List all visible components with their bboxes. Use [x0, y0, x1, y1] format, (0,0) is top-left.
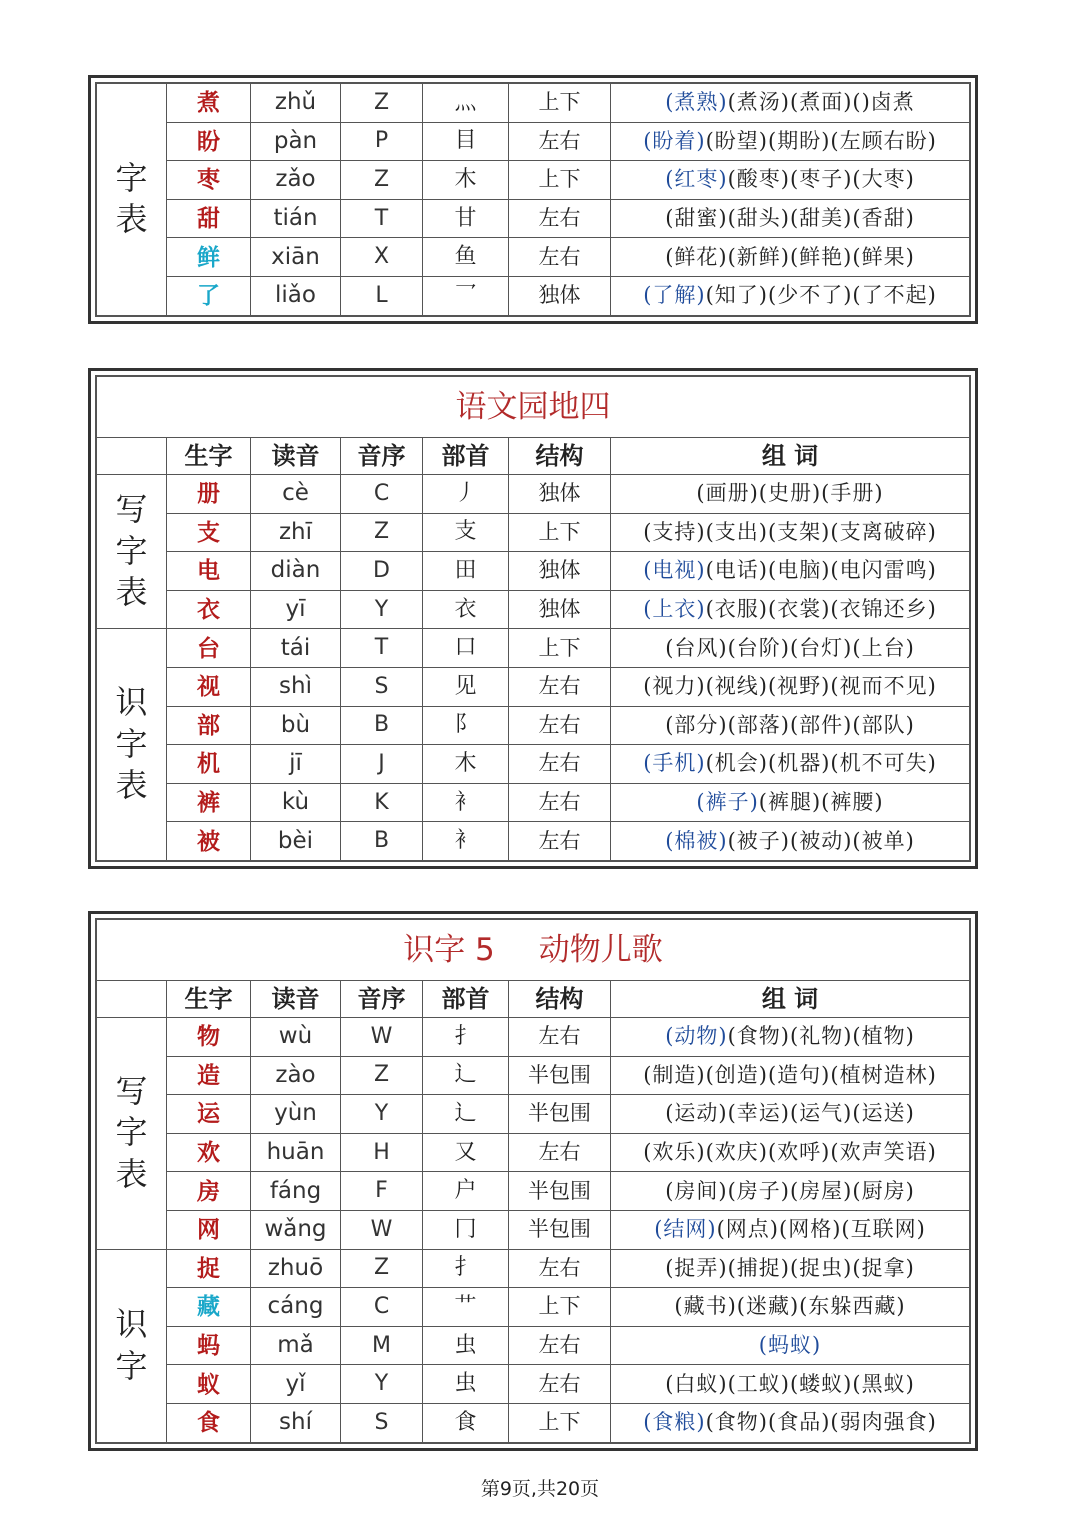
pinyin: pàn [251, 122, 341, 161]
section-label-char: 字 [115, 531, 148, 570]
word-rest: (食物)(礼物)(植物) [727, 1024, 915, 1049]
table-row [97, 745, 970, 784]
header-blank [97, 438, 167, 475]
structure: 左右 [509, 1133, 611, 1172]
word-list [611, 822, 970, 861]
word-highlight: (了解) [643, 283, 706, 308]
word-list [611, 513, 970, 552]
phonetic-order: Z [341, 161, 423, 200]
radical: 又 [423, 1133, 509, 1172]
word-list [611, 1288, 970, 1327]
word-highlight: (棉被) [665, 828, 728, 853]
radical: 阝 [423, 706, 509, 745]
new-character: 支 [167, 513, 251, 552]
new-character: 部 [167, 706, 251, 745]
radical: 衣 [423, 590, 509, 629]
radical: 乛 [423, 276, 509, 315]
pinyin: yī [251, 590, 341, 629]
radical: 艹 [423, 1288, 509, 1327]
table-row [97, 590, 970, 629]
word-list [611, 1018, 970, 1057]
new-character: 盼 [167, 122, 251, 161]
section-label [97, 84, 167, 316]
table-row [97, 1326, 970, 1365]
word-list [611, 238, 970, 277]
word-rest: (部分)(部落)(部件)(部队) [665, 712, 915, 737]
phonetic-order: Y [341, 1095, 423, 1134]
structure: 独体 [509, 590, 611, 629]
radical: 口 [423, 629, 509, 668]
word-highlight: (动物) [665, 1024, 728, 1049]
table-row [97, 1018, 970, 1057]
structure: 上下 [509, 161, 611, 200]
radical: 食 [423, 1403, 509, 1442]
word-list [611, 1210, 970, 1249]
word-rest: (运动)(幸运)(运气)(运送) [665, 1101, 915, 1126]
phonetic-order: J [341, 745, 423, 784]
new-character: 衣 [167, 590, 251, 629]
new-character: 藏 [167, 1288, 251, 1327]
header-order: 音序 [341, 981, 423, 1018]
word-rest: (酸枣)(枣子)(大枣) [727, 167, 915, 192]
structure: 左右 [509, 745, 611, 784]
new-character: 视 [167, 667, 251, 706]
word-list [611, 667, 970, 706]
structure: 独体 [509, 475, 611, 514]
word-highlight: (手机) [643, 751, 706, 776]
word-list [611, 552, 970, 591]
phonetic-order: P [341, 122, 423, 161]
new-character: 物 [167, 1018, 251, 1057]
pinyin: zhī [251, 513, 341, 552]
section-label [97, 1018, 167, 1250]
radical: 木 [423, 745, 509, 784]
header-char: 生字 [167, 438, 251, 475]
word-rest: (电话)(电脑)(电闪雷鸣) [705, 558, 937, 583]
table-row [97, 199, 970, 238]
structure: 左右 [509, 1018, 611, 1057]
pinyin: zào [251, 1056, 341, 1095]
word-list [611, 783, 970, 822]
char-table-1 [96, 83, 970, 316]
new-character: 欢 [167, 1133, 251, 1172]
phonetic-order: M [341, 1326, 423, 1365]
phonetic-order: Z [341, 84, 423, 123]
radical: 虫 [423, 1326, 509, 1365]
table-section-1 [88, 75, 978, 324]
char-table-3 [96, 919, 970, 1443]
section-label-char: 写 [115, 490, 148, 529]
radical: 扌 [423, 1018, 509, 1057]
radical: 户 [423, 1172, 509, 1211]
table-row [97, 1403, 970, 1442]
word-rest: (衣服)(衣裳)(衣锦还乡) [705, 597, 937, 622]
word-rest: (藏书)(迷藏)(东躲西藏) [674, 1294, 906, 1319]
radical: 冂 [423, 1210, 509, 1249]
word-list [611, 1403, 970, 1442]
structure: 左右 [509, 199, 611, 238]
section-label-char: 识 [115, 683, 148, 722]
table-section-2 [88, 368, 978, 869]
section-label-char: 字 [115, 158, 148, 197]
header-radical: 部首 [423, 438, 509, 475]
word-rest: (房间)(房子)(房屋)(厨房) [665, 1178, 915, 1203]
structure: 上下 [509, 1288, 611, 1327]
pinyin: tái [251, 629, 341, 668]
pinyin: jī [251, 745, 341, 784]
structure: 左右 [509, 667, 611, 706]
word-list [611, 1056, 970, 1095]
phonetic-order: X [341, 238, 423, 277]
pinyin: shì [251, 667, 341, 706]
table-row [97, 513, 970, 552]
pinyin: wǎng [251, 1210, 341, 1249]
word-list [611, 590, 970, 629]
word-list [611, 122, 970, 161]
radical: 目 [423, 122, 509, 161]
word-rest: (甜蜜)(甜头)(甜美)(香甜) [665, 206, 915, 231]
page-footer: 第9页,共20页 [480, 1478, 600, 1500]
word-list [611, 475, 970, 514]
word-list [611, 1365, 970, 1404]
structure: 半包围 [509, 1056, 611, 1095]
phonetic-order: S [341, 667, 423, 706]
table-row [97, 475, 970, 514]
word-highlight: (盼着) [643, 128, 706, 153]
pinyin: zhǔ [251, 84, 341, 123]
new-character: 枣 [167, 161, 251, 200]
section-label-char: 字 [115, 1113, 148, 1152]
word-rest: (机会)(机器)(机不可失) [705, 751, 937, 776]
word-highlight: (电视) [643, 558, 706, 583]
word-list [611, 706, 970, 745]
pinyin: diàn [251, 552, 341, 591]
new-character: 捉 [167, 1249, 251, 1288]
radical: 虫 [423, 1365, 509, 1404]
word-rest: (捉弄)(捕捉)(捉虫)(捉拿) [665, 1255, 915, 1280]
word-rest: (食物)(食品)(弱肉强食) [705, 1410, 937, 1435]
word-rest: (画册)(史册)(手册) [696, 481, 884, 506]
pinyin: zhuō [251, 1249, 341, 1288]
structure: 左右 [509, 822, 611, 861]
table-section-3 [88, 911, 978, 1451]
phonetic-order: Y [341, 1365, 423, 1404]
word-rest: (煮汤)(煮面)()卤煮 [727, 90, 915, 115]
structure: 左右 [509, 122, 611, 161]
radical: 衤 [423, 822, 509, 861]
table-row [97, 706, 970, 745]
structure: 独体 [509, 552, 611, 591]
new-character: 了 [167, 276, 251, 315]
word-rest: (视力)(视线)(视野)(视而不见) [643, 674, 937, 699]
pinyin: bèi [251, 822, 341, 861]
word-list [611, 84, 970, 123]
section-label-char: 字 [115, 724, 148, 763]
phonetic-order: D [341, 552, 423, 591]
pinyin: yǐ [251, 1365, 341, 1404]
header-radical: 部首 [423, 981, 509, 1018]
word-list [611, 629, 970, 668]
word-highlight: (结网) [654, 1217, 717, 1242]
section-label-char: 表 [115, 1155, 148, 1194]
word-rest: (网点)(网格)(互联网) [716, 1217, 926, 1242]
radical: 木 [423, 161, 509, 200]
pinyin: zǎo [251, 161, 341, 200]
pinyin: huān [251, 1133, 341, 1172]
phonetic-order: T [341, 629, 423, 668]
section-label-char: 识 [115, 1304, 148, 1343]
structure: 左右 [509, 783, 611, 822]
structure: 半包围 [509, 1172, 611, 1211]
table-row [97, 161, 970, 200]
pinyin: bù [251, 706, 341, 745]
phonetic-order: L [341, 276, 423, 315]
word-list [611, 745, 970, 784]
phonetic-order: W [341, 1018, 423, 1057]
phonetic-order: Z [341, 1056, 423, 1095]
radical: 辶 [423, 1056, 509, 1095]
phonetic-order: Z [341, 513, 423, 552]
word-highlight: (红枣) [665, 167, 728, 192]
new-character: 网 [167, 1210, 251, 1249]
structure: 左右 [509, 1365, 611, 1404]
new-character: 蚁 [167, 1365, 251, 1404]
structure: 上下 [509, 629, 611, 668]
pinyin: mǎ [251, 1326, 341, 1365]
new-character: 房 [167, 1172, 251, 1211]
header-char: 生字 [167, 981, 251, 1018]
phonetic-order: B [341, 706, 423, 745]
structure: 半包围 [509, 1095, 611, 1134]
section-label-char: 字 [115, 1346, 148, 1385]
structure: 左右 [509, 1249, 611, 1288]
word-rest: (欢乐)(欢庆)(欢呼)(欢声笑语) [643, 1140, 937, 1165]
structure: 独体 [509, 276, 611, 315]
new-character: 煮 [167, 84, 251, 123]
pinyin: cè [251, 475, 341, 514]
pinyin: kù [251, 783, 341, 822]
phonetic-order: C [341, 1288, 423, 1327]
header-order: 音序 [341, 438, 423, 475]
structure: 上下 [509, 1403, 611, 1442]
word-highlight: (裤子) [696, 790, 759, 815]
new-character: 甜 [167, 199, 251, 238]
table-row [97, 1172, 970, 1211]
new-character: 台 [167, 629, 251, 668]
radical: 灬 [423, 84, 509, 123]
table-row [97, 629, 970, 668]
phonetic-order: Y [341, 590, 423, 629]
radical: 支 [423, 513, 509, 552]
lesson-number: 识字 5 [403, 931, 495, 968]
table-row [97, 1133, 970, 1172]
radical: 田 [423, 552, 509, 591]
structure: 左右 [509, 1326, 611, 1365]
header-blank [97, 981, 167, 1018]
table-row [97, 1210, 970, 1249]
table-row [97, 1095, 970, 1134]
table-row [97, 1288, 970, 1327]
table-row [97, 122, 970, 161]
structure: 上下 [509, 84, 611, 123]
section-label [97, 1249, 167, 1442]
radical: 扌 [423, 1249, 509, 1288]
word-rest: (被子)(被动)(被单) [727, 828, 915, 853]
new-character: 被 [167, 822, 251, 861]
word-list [611, 1133, 970, 1172]
phonetic-order: K [341, 783, 423, 822]
table-row [97, 552, 970, 591]
header-structure: 结构 [509, 438, 611, 475]
phonetic-order: S [341, 1403, 423, 1442]
structure: 半包围 [509, 1210, 611, 1249]
new-character: 食 [167, 1403, 251, 1442]
phonetic-order: Z [341, 1249, 423, 1288]
section-label-char: 表 [115, 766, 148, 805]
section-label-char: 写 [115, 1071, 148, 1110]
pinyin: tián [251, 199, 341, 238]
word-list [611, 1326, 970, 1365]
radical: 鱼 [423, 238, 509, 277]
structure: 上下 [509, 513, 611, 552]
phonetic-order: W [341, 1210, 423, 1249]
table-row [97, 1249, 970, 1288]
phonetic-order: C [341, 475, 423, 514]
radical: 衤 [423, 783, 509, 822]
header-pinyin: 读音 [251, 438, 341, 475]
word-highlight: (上衣) [643, 597, 706, 622]
word-list [611, 199, 970, 238]
word-rest: (裤腿)(裤腰) [758, 790, 884, 815]
pinyin: xiān [251, 238, 341, 277]
word-rest: (白蚁)(工蚁)(蝼蚁)(黑蚁) [665, 1371, 915, 1396]
pinyin: cáng [251, 1288, 341, 1327]
section-label-char: 表 [115, 573, 148, 612]
table-row [97, 822, 970, 861]
lesson-title [97, 920, 970, 981]
section-label [97, 629, 167, 861]
table-row [97, 276, 970, 315]
new-character: 运 [167, 1095, 251, 1134]
word-list [611, 1249, 970, 1288]
structure: 左右 [509, 238, 611, 277]
new-character: 电 [167, 552, 251, 591]
pinyin: shí [251, 1403, 341, 1442]
new-character: 造 [167, 1056, 251, 1095]
radical: 丿 [423, 475, 509, 514]
char-table-2 [96, 376, 970, 861]
pinyin: liǎo [251, 276, 341, 315]
phonetic-order: B [341, 822, 423, 861]
table-row [97, 238, 970, 277]
phonetic-order: H [341, 1133, 423, 1172]
pinyin: wù [251, 1018, 341, 1057]
section-label-char: 表 [115, 200, 148, 239]
header-pinyin: 读音 [251, 981, 341, 1018]
header-words: 组 词 [611, 981, 970, 1018]
word-rest: (盼望)(期盼)(左顾右盼) [705, 128, 937, 153]
word-rest: (支持)(支出)(支架)(支离破碎) [643, 519, 937, 544]
lesson-name: 动物儿歌 [538, 931, 663, 968]
word-rest: (制造)(创造)(造句)(植树造林) [643, 1062, 937, 1087]
new-character: 裤 [167, 783, 251, 822]
header-structure: 结构 [509, 981, 611, 1018]
phonetic-order: T [341, 199, 423, 238]
section-label [97, 475, 167, 629]
table-row [97, 84, 970, 123]
pinyin: yùn [251, 1095, 341, 1134]
structure: 左右 [509, 706, 611, 745]
word-highlight: (食粮) [643, 1410, 706, 1435]
word-list [611, 161, 970, 200]
table-row [97, 1056, 970, 1095]
word-highlight: (蚂蚁) [758, 1333, 822, 1358]
word-rest: (知了)(少不了)(了不起) [705, 283, 937, 308]
table-row [97, 783, 970, 822]
lesson-title: 语文园地四 [97, 377, 970, 438]
new-character: 册 [167, 475, 251, 514]
word-list [611, 276, 970, 315]
radical: 辶 [423, 1095, 509, 1134]
pinyin: fáng [251, 1172, 341, 1211]
table-row [97, 667, 970, 706]
table-row [97, 1365, 970, 1404]
word-list [611, 1172, 970, 1211]
word-rest: (鲜花)(新鲜)(鲜艳)(鲜果) [665, 244, 915, 269]
new-character: 鲜 [167, 238, 251, 277]
new-character: 机 [167, 745, 251, 784]
new-character: 蚂 [167, 1326, 251, 1365]
word-rest: (台风)(台阶)(台灯)(上台) [665, 635, 915, 660]
word-highlight: (煮熟) [665, 90, 728, 115]
radical: 甘 [423, 199, 509, 238]
phonetic-order: F [341, 1172, 423, 1211]
radical: 见 [423, 667, 509, 706]
word-list [611, 1095, 970, 1134]
header-words: 组 词 [611, 438, 970, 475]
